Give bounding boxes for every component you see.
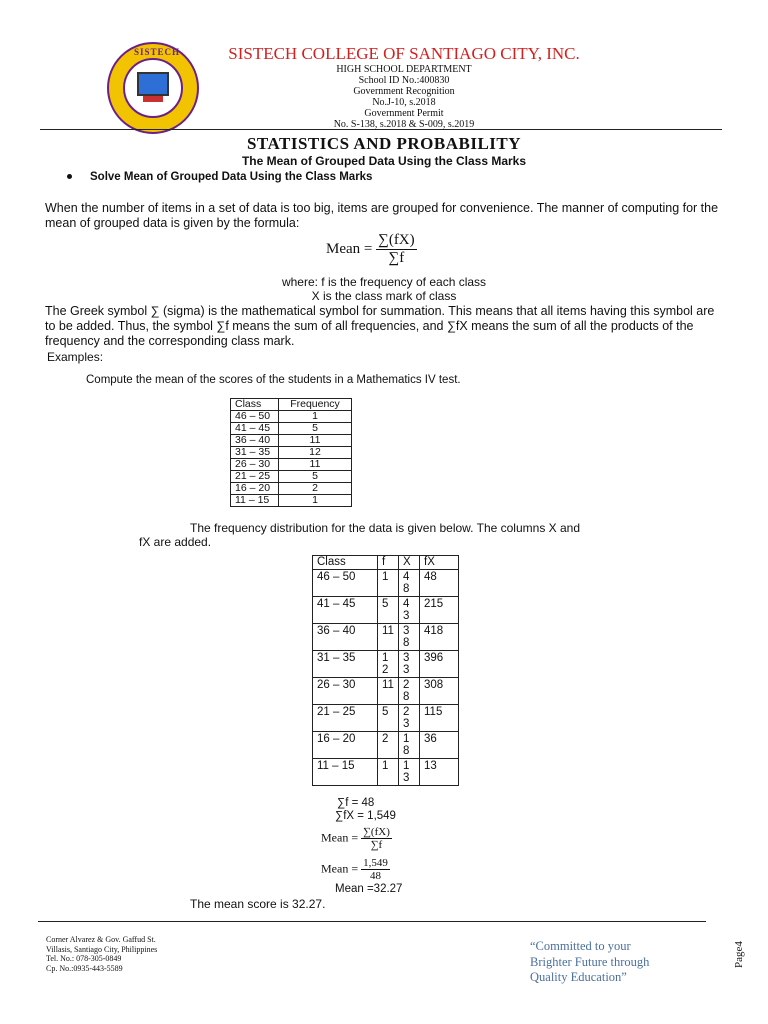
formula-lhs: Mean = bbox=[326, 240, 373, 257]
product-cell: 115 bbox=[420, 705, 459, 732]
product-cell: 308 bbox=[420, 678, 459, 705]
class-cell: 16 – 20 bbox=[231, 483, 279, 495]
frequency-cell: 5 bbox=[279, 423, 352, 435]
footer-divider bbox=[38, 921, 706, 922]
column-header: Class bbox=[231, 399, 279, 411]
address-line-1: Corner Alvarez & Gov. Gaffud St. bbox=[46, 935, 156, 944]
frequency-cell: 1 bbox=[279, 411, 352, 423]
permit-number: No. S-138, s.2018 & S-009, s.2019 bbox=[333, 119, 475, 130]
formula-numerator: ∑(fX) bbox=[378, 232, 415, 248]
product-cell: 48 bbox=[420, 570, 459, 597]
class-cell: 26 – 30 bbox=[313, 678, 378, 705]
objective-text: Solve Mean of Grouped Data Using the Class Marks bbox=[90, 171, 373, 183]
footer-address bbox=[46, 935, 157, 973]
where-line-2: X is the class mark of class bbox=[311, 289, 457, 303]
calc-formula-lhs: Mean = bbox=[321, 830, 359, 845]
school-motto bbox=[530, 939, 649, 986]
page-subtitle: The Mean of Grouped Data Using the Class Marks bbox=[241, 154, 527, 168]
class-cell: 46 – 50 bbox=[313, 570, 378, 597]
class-mark-cell: 28 bbox=[399, 678, 420, 705]
product-cell: 13 bbox=[420, 759, 459, 786]
table-row bbox=[231, 447, 352, 459]
table-row bbox=[313, 678, 459, 705]
product-cell: 215 bbox=[420, 597, 459, 624]
frequency-cell: 12 bbox=[378, 651, 399, 678]
motto-line-2: Brighter Future through bbox=[530, 954, 650, 969]
class-cell: 41 – 45 bbox=[313, 597, 378, 624]
class-cell: 16 – 20 bbox=[313, 732, 378, 759]
frequency-cell: 11 bbox=[378, 678, 399, 705]
frequency-cell: 1 bbox=[378, 570, 399, 597]
frequency-description bbox=[139, 521, 580, 549]
header-divider bbox=[40, 129, 722, 130]
page-number: Page4 bbox=[733, 941, 745, 968]
class-mark-cell: 43 bbox=[399, 597, 420, 624]
calc-values bbox=[321, 857, 390, 882]
calc-formula bbox=[321, 826, 392, 851]
department: HIGH SCHOOL DEPARTMENT bbox=[336, 64, 472, 75]
table-row bbox=[231, 459, 352, 471]
examples-label: Examples: bbox=[47, 350, 104, 364]
frequency-cell: 1 bbox=[279, 495, 352, 507]
column-header: Frequency bbox=[279, 399, 352, 411]
objective-bullet bbox=[67, 171, 372, 183]
table-row bbox=[313, 651, 459, 678]
school-id: School ID No.:400830 bbox=[358, 75, 450, 86]
mean-formula bbox=[326, 232, 417, 267]
frequency-cell: 1 bbox=[378, 759, 399, 786]
table-row bbox=[313, 759, 459, 786]
class-cell: 36 – 40 bbox=[231, 435, 279, 447]
page-title: STATISTICS AND PROBABILITY bbox=[246, 134, 522, 153]
formula-denominator: ∑f bbox=[388, 250, 405, 266]
frequency-cell: 2 bbox=[279, 483, 352, 495]
seal-lettering: SISTECH bbox=[134, 47, 181, 57]
class-cell: 46 – 50 bbox=[231, 411, 279, 423]
formula-fraction bbox=[376, 232, 417, 267]
frequency-cell: 5 bbox=[378, 597, 399, 624]
recognition-number: No.J-10, s.2018 bbox=[372, 97, 436, 108]
recognition-label: Government Recognition bbox=[353, 86, 455, 97]
column-header: f bbox=[378, 556, 399, 570]
table-row bbox=[231, 471, 352, 483]
calc-values-denominator: 48 bbox=[369, 870, 381, 882]
column-header: X bbox=[399, 556, 420, 570]
frequency-description-line-1: The frequency distribution for the data is given below. The columns X and bbox=[190, 521, 581, 535]
table-row bbox=[231, 495, 352, 507]
column-header: Class bbox=[313, 556, 378, 570]
frequency-cell: 5 bbox=[378, 705, 399, 732]
class-cell: 26 – 30 bbox=[231, 459, 279, 471]
table-row bbox=[231, 423, 352, 435]
table-row bbox=[231, 483, 352, 495]
cellphone: Cp. No.:0935-443-5589 bbox=[46, 963, 123, 973]
class-cell: 36 – 40 bbox=[313, 624, 378, 651]
bullet-icon bbox=[67, 174, 72, 179]
sum-fx: ∑fX = 1,549 bbox=[335, 810, 396, 822]
class-cell: 11 – 15 bbox=[231, 495, 279, 507]
class-mark-cell: 38 bbox=[399, 624, 420, 651]
class-mark-cell: 23 bbox=[399, 705, 420, 732]
table-row bbox=[313, 705, 459, 732]
table-row bbox=[313, 597, 459, 624]
frequency-table bbox=[230, 398, 352, 507]
frequency-cell: 11 bbox=[378, 624, 399, 651]
address-line-2: Villasis, Santiago City, Philippines bbox=[46, 944, 158, 954]
intro-paragraph: When the number of items in a set of data is too big, items are grouped for convenience. The manner of computing for the mean of grouped data is given by the formula: bbox=[45, 201, 719, 230]
table-row bbox=[313, 624, 459, 651]
frequency-cell: 2 bbox=[378, 732, 399, 759]
table-row bbox=[313, 570, 459, 597]
frequency-cell: 12 bbox=[279, 447, 352, 459]
class-mark-cell: 18 bbox=[399, 732, 420, 759]
table-row bbox=[231, 435, 352, 447]
calc-formula-fraction bbox=[361, 826, 392, 851]
calc-formula-numerator: ∑(fX) bbox=[363, 826, 390, 838]
product-cell: 396 bbox=[420, 651, 459, 678]
formula-legend bbox=[0, 275, 768, 303]
frequency-cell: 5 bbox=[279, 471, 352, 483]
frequency-description-line-2: fX are added. bbox=[139, 535, 212, 549]
telephone: Tel. No.: 078-305-0849 bbox=[46, 954, 122, 963]
sigma-paragraph: The Greek symbol ∑ (sigma) is the mathematical symbol for summation. This means that all items having this symbol are to be added. Thus, the symbol ∑f means the sum of all frequencies, and ∑fX means the sum of all the products of the frequency and the corresponding class mark. bbox=[45, 304, 715, 348]
class-cell: 41 – 45 bbox=[231, 423, 279, 435]
class-cell: 31 – 35 bbox=[231, 447, 279, 459]
column-header: fX bbox=[420, 556, 459, 570]
table-row bbox=[231, 411, 352, 423]
product-cell: 418 bbox=[420, 624, 459, 651]
calc-values-lhs: Mean = bbox=[321, 861, 359, 876]
class-cell: 11 – 15 bbox=[313, 759, 378, 786]
calc-values-fraction bbox=[361, 857, 390, 882]
motto-line-3: Quality Education” bbox=[530, 970, 627, 984]
motto-line-1: “Committed to your bbox=[530, 939, 631, 953]
class-cell: 21 – 25 bbox=[231, 471, 279, 483]
product-cell: 36 bbox=[420, 732, 459, 759]
mean-score-statement: The mean score is 32.27. bbox=[190, 897, 326, 911]
class-mark-cell: 13 bbox=[399, 759, 420, 786]
class-mark-cell: 48 bbox=[399, 570, 420, 597]
calc-values-numerator: 1,549 bbox=[363, 857, 388, 869]
sum-f: ∑f = 48 bbox=[337, 797, 375, 809]
class-cell: 21 – 25 bbox=[313, 705, 378, 732]
permit-label: Government Permit bbox=[364, 108, 444, 119]
college-name: SISTECH COLLEGE OF SANTIAGO CITY, INC. bbox=[228, 44, 580, 63]
class-cell: 31 – 35 bbox=[313, 651, 378, 678]
example-prompt: Compute the mean of the scores of the students in a Mathematics IV test. bbox=[86, 374, 461, 386]
table-row bbox=[313, 732, 459, 759]
mean-result: Mean =32.27 bbox=[335, 883, 403, 895]
frequency-cell: 11 bbox=[279, 435, 352, 447]
where-line-1: where: f is the frequency of each class bbox=[281, 275, 487, 289]
class-mark-cell: 33 bbox=[399, 651, 420, 678]
frequency-cell: 11 bbox=[279, 459, 352, 471]
class-mark-table bbox=[312, 555, 459, 786]
calc-formula-denominator: ∑f bbox=[370, 839, 383, 851]
